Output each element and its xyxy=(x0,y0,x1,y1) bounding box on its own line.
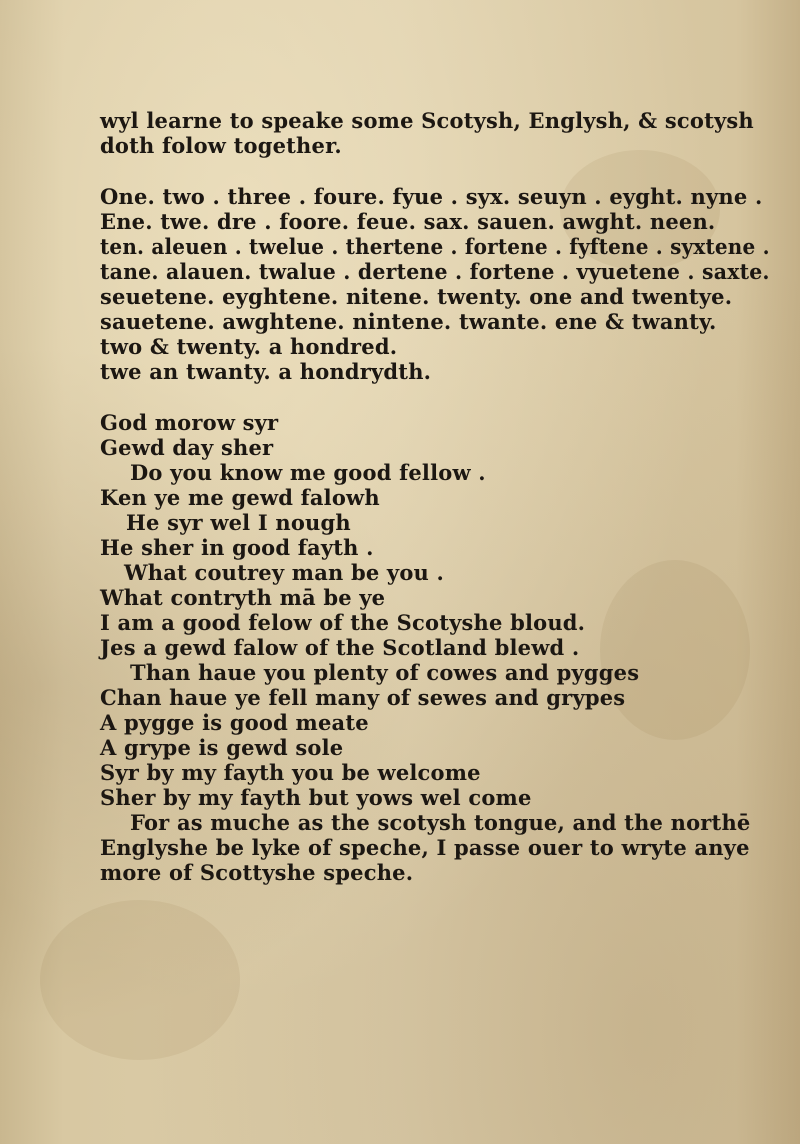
dialogue-line: He syr wel I nough xyxy=(126,510,351,535)
numbers-line: seuetene. eyghtene. nitene. twenty. one and twentye. xyxy=(100,284,733,309)
numbers-line: ten. aleuen . twelue . thertene . fortene . fyftene . syxtene . xyxy=(100,234,770,259)
dialogue-line: God morow syr xyxy=(100,410,279,435)
numbers-line: One. two . three . foure. fyue . syx. seuyn . eyght. nyne . xyxy=(100,184,763,209)
paper-stain xyxy=(40,900,240,1060)
numbers-line: twe an twanty. a hondrydth. xyxy=(100,359,432,384)
intro-line: doth folow together. xyxy=(100,133,342,158)
dialogue-line: Than haue you plenty of cowes and pygges xyxy=(130,660,640,685)
closing-line: more of Scottyshe speche. xyxy=(100,860,414,885)
dialogue-line: Ken ye me gewd falowh xyxy=(100,485,380,510)
numbers-line: two & twenty. a hondred. xyxy=(100,334,398,359)
dialogue-line: He sher in good fayth . xyxy=(100,535,374,560)
dialogue-line: A pygge is good meate xyxy=(100,710,369,735)
numbers-line: tane. alauen. twalue . dertene . fortene . vyuetene . saxte. xyxy=(100,259,770,284)
dialogue-line: Do you know me good fellow . xyxy=(130,460,486,485)
dialogue-line: Gewd day sher xyxy=(100,435,274,460)
dialogue-line: Chan haue ye fell many of sewes and grypes xyxy=(100,685,626,710)
dialogue-line: Jes a gewd falow of the Scotland blewd . xyxy=(100,635,580,660)
dialogue-line: What contryth mā be ye xyxy=(100,585,386,610)
dialogue-line: A grype is gewd sole xyxy=(100,735,344,760)
closing-line: Englyshe be lyke of speche, I passe ouer to wryte anye xyxy=(100,835,750,860)
intro-line: wyl learne to speake some Scotysh, Englysh, & scotysh xyxy=(100,108,754,133)
dialogue-line: What coutrey man be you . xyxy=(124,560,445,585)
dialogue-line: Sher by my fayth but yows wel come xyxy=(100,785,532,810)
page-text xyxy=(100,108,770,885)
numbers-line: Ene. twe. dre . foore. feue. sax. sauen. awght. neen. xyxy=(100,209,716,234)
dialogue-line: Syr by my fayth you be welcome xyxy=(100,760,481,785)
dialogue-line: I am a good felow of the Scotyshe bloud. xyxy=(100,610,586,635)
closing-line: For as muche as the scotysh tongue, and the northē xyxy=(130,810,751,835)
numbers-line: sauetene. awghtene. nintene. twante. ene & twanty. xyxy=(100,309,717,334)
